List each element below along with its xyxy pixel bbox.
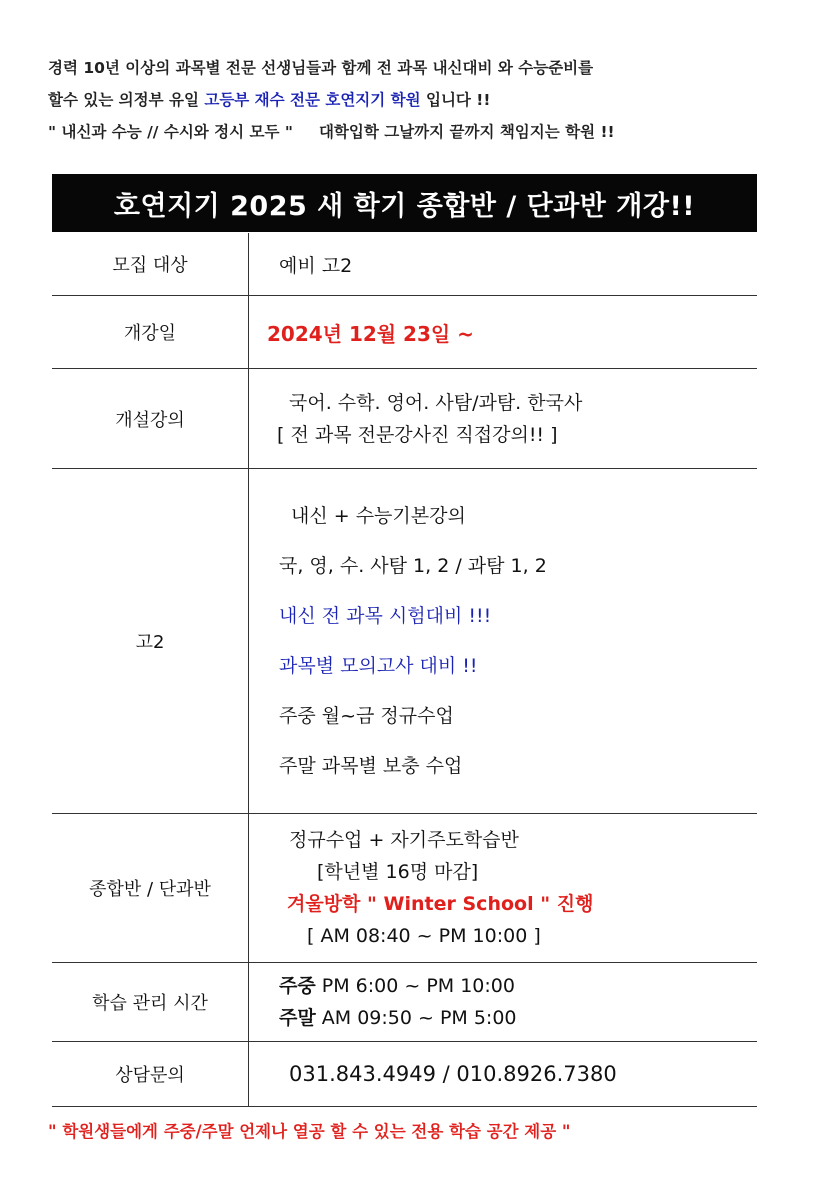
courses-list: 국어. 수학. 영어. 사탐/과탐. 한국사 <box>289 391 583 414</box>
table-row-open-date <box>52 296 757 369</box>
management-weekday <box>279 970 757 1002</box>
combo-line-2: [학년별 16명 마감] <box>317 861 479 883</box>
intro-line-1: 경력 10년 이상의 과목별 전문 선생님들과 함께 전 과목 내신대비 와 수능준비를 <box>48 59 594 77</box>
grade2-label: 고2 <box>52 469 249 814</box>
table-row-management <box>52 963 757 1042</box>
intro-slogan-right: 대학입학 그날까지 끝까지 책임지는 학원 !! <box>318 123 615 141</box>
courses-value <box>249 369 758 469</box>
footer-note: " 학원생들에게 주중/주말 언제나 열공 할 수 있는 전용 학습 공간 제공 " <box>48 1122 571 1141</box>
intro-line-3 <box>48 116 778 148</box>
courses-note: [ 전 과목 전문강사진 직접강의!! ] <box>277 423 558 446</box>
intro-slogan-left: " 내신과 수능 // 수시와 정시 모두 " <box>48 123 293 141</box>
weekday-hours: PM 6:00 ~ PM 10:00 <box>321 975 515 997</box>
grade2-value <box>249 469 758 814</box>
target-label: 모집 대상 <box>52 233 249 296</box>
table-row-courses <box>52 369 757 469</box>
management-weekend <box>279 1002 757 1034</box>
weekday-label: 주중 <box>279 975 316 997</box>
grade2-line-2: 국, 영, 수. 사탐 1, 2 / 과탐 1, 2 <box>279 555 547 577</box>
open-date-label: 개강일 <box>52 296 249 369</box>
weekend-hours: AM 09:50 ~ PM 5:00 <box>321 1007 517 1029</box>
target-value: 예비 고2 <box>249 233 758 296</box>
intro-line-2-suffix: 입니다 !! <box>420 91 491 109</box>
grade2-line-4: 과목별 모의고사 대비 !! <box>279 655 478 677</box>
weekend-label: 주말 <box>279 1007 316 1029</box>
grade2-line-5: 주중 월~금 정규수업 <box>279 705 454 727</box>
combo-line-3: 겨울방학 " Winter School " 진행 <box>287 893 594 915</box>
open-date-value: 2024년 12월 23일 ~ <box>249 296 758 369</box>
intro-line-2 <box>48 84 778 116</box>
grade2-line-1: 내신 + 수능기본강의 <box>291 505 466 527</box>
contact-label: 상담문의 <box>52 1042 249 1107</box>
table-row-target <box>52 233 757 296</box>
table-row-combo <box>52 814 757 963</box>
grade2-line-6: 주말 과목별 보충 수업 <box>279 755 463 777</box>
management-label: 학습 관리 시간 <box>52 963 249 1042</box>
academy-highlight: 고등부 재수 전문 호연지기 학원 <box>204 91 421 109</box>
title-banner: 호연지기 2025 새 학기 종합반 / 단과반 개강!! <box>52 174 757 232</box>
table-row-grade2 <box>52 469 757 814</box>
management-value <box>249 963 758 1042</box>
grade2-line-3: 내신 전 과목 시험대비 !!! <box>279 605 492 627</box>
intro-text <box>48 52 778 148</box>
contact-value: 031.843.4949 / 010.8926.7380 <box>249 1042 758 1107</box>
intro-line-2-prefix: 할수 있는 의정부 유일 <box>48 91 205 109</box>
table-row-contact <box>52 1042 757 1107</box>
combo-line-1: 정규수업 + 자기주도학습반 <box>289 829 519 851</box>
combo-line-4: [ AM 08:40 ~ PM 10:00 ] <box>307 925 541 947</box>
combo-label: 종합반 / 단과반 <box>52 814 249 963</box>
courses-label: 개설강의 <box>52 369 249 469</box>
info-table <box>52 233 757 1107</box>
combo-value <box>249 814 758 963</box>
